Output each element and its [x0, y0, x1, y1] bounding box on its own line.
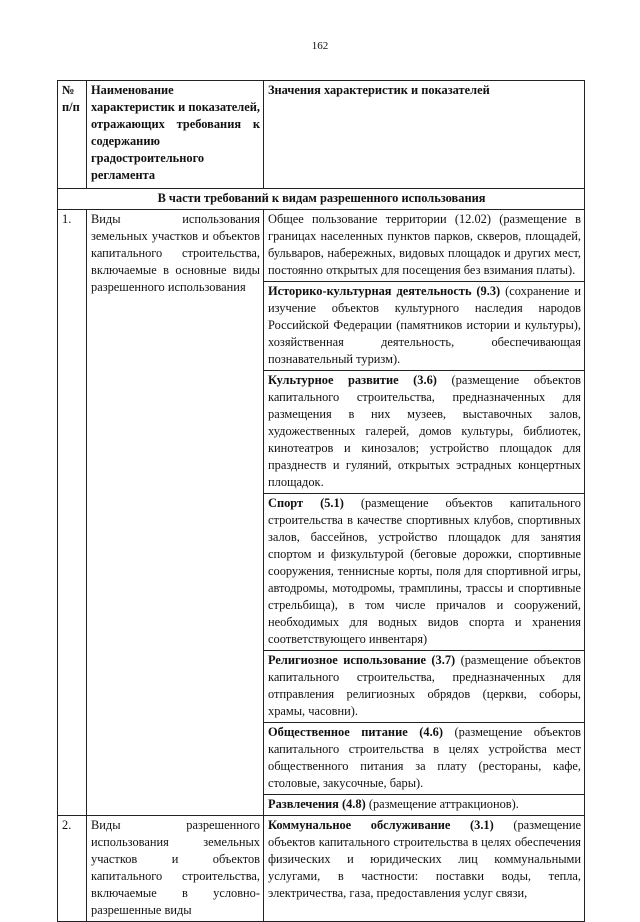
header-name: Наименование характеристик и показателей, отражающих требования к содержанию градостроительного регламента: [87, 81, 264, 189]
table-row: [58, 816, 585, 922]
row-values: [264, 816, 585, 922]
row-name: Виды разрешенного использования земельных участков и объектов капитального строительства, включаемые в условно-разрешенные виды: [87, 816, 264, 922]
entry-general-use: Общее пользование территории (12.02) (размещение в границах населенных пунктов парков, скверов, площадей, бульваров, набережных, видовых площадок и других мест, постоянно открытых для посещения без взимания платы).: [268, 212, 581, 277]
row-values: [264, 210, 585, 816]
entry-sport: Спорт (5.1) (размещение объектов капитального строительства в качестве спортивных клубов, спортивных залов, бассейнов, устройство площадок для занятия спортом и физкультурой (беговые дорожки, спортивные сооружения, теннисные корты, поля для спортивной игры, автодромы, мотодромы, трамплины, трассы и спортивные стрельбища), в том числе причалов и сооружений, необходимых для водных видов спорта и хранения соответствующего инвентаря): [264, 493, 584, 648]
entry-catering: Общественное питание (4.6) (размещение объектов капитального строительства в целях устройства мест общественного питания за плату (рестораны, кафе, столовые, закусочные, бары).: [264, 722, 584, 792]
page-number: 162: [311, 40, 329, 52]
regulation-table: [57, 80, 585, 922]
row-name: Виды использования земельных участков и объектов капитального строительства, включаемые в основные виды разрешенного использования: [87, 210, 264, 816]
row-num: 1.: [58, 210, 87, 816]
section-title: В части требований к видам разрешенного использования: [58, 189, 585, 210]
section-title-row: [58, 189, 585, 210]
table-header-row: [58, 81, 585, 189]
table-row: [58, 210, 585, 816]
entry-communal-service: Коммунальное обслуживание (3.1) (размещение объектов капитального строительства в целях обеспечения физических и юридических лиц коммунальными услугами, в частности: поставки воды, тепла, электричества, газа, предоставления услуг связи,: [268, 818, 582, 900]
header-value: Значения характеристик и показателей: [264, 81, 585, 189]
row-num: 2.: [58, 816, 87, 922]
header-num: № п/п: [58, 81, 87, 189]
entry-religious: Религиозное использование (3.7) (размещение объектов капитального строительства, предназначенных для отправления религиозных обрядов (церкви, соборы, храмы, часовни).: [264, 650, 584, 720]
entry-entertainment: Развлечения (4.8) (размещение аттракционов).: [264, 794, 584, 813]
entry-cultural-development: Культурное развитие (3.6) (размещение объектов капитального строительства, предназначенных для размещения в них музеев, выставочных залов, художественных галерей, домов культуры, библиотек, кинотеатров и кинозалов; устройство площадок для празднеств и гуляний, открытых эстрадных концертных площадок.: [264, 370, 584, 491]
entry-historical-cultural: Историко-культурная деятельность (9.3) (сохранение и изучение объектов культурного наследия народов Российской Федерации (памятников истории и культуры), хозяйственная деятельность, обеспечивающая познавательный туризм).: [264, 281, 584, 368]
